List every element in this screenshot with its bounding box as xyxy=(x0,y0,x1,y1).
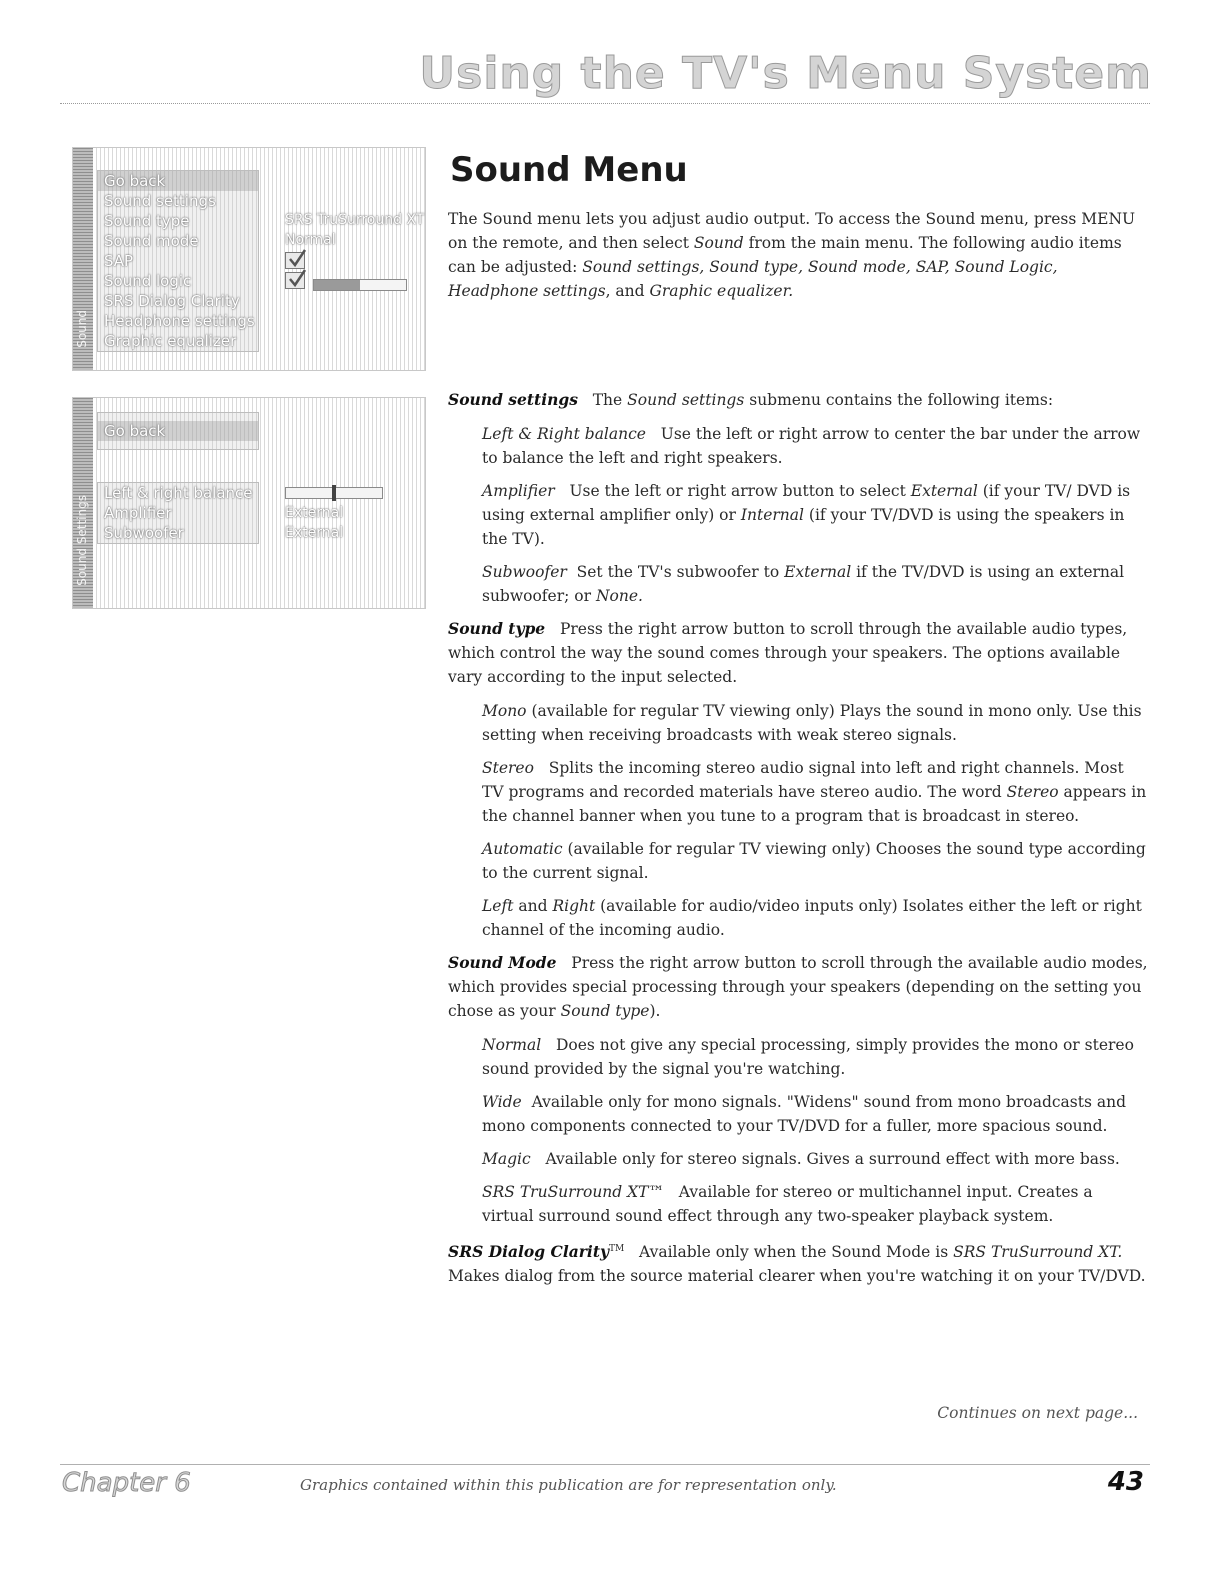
checkmark-icon xyxy=(287,268,307,288)
sound-logic-level-bar[interactable] xyxy=(313,279,407,291)
balance-slider[interactable] xyxy=(285,487,383,499)
menu-side-tab: Sound Settings xyxy=(73,398,93,608)
section-content xyxy=(448,388,1148,1298)
sound-type-paragraph: Sound type Press the right arrow button to scroll through the available audio types, which control the way the sound comes through your speakers. The options available vary according to the input selected. xyxy=(448,619,1128,686)
magic-description: Magic Available only for stereo signals. Gives a surround effect with more bass. xyxy=(482,1150,1120,1168)
sap-checkbox[interactable] xyxy=(285,250,423,270)
menu-item-amplifier[interactable]: Amplifier xyxy=(104,504,172,522)
sound-mode-heading: Sound Mode xyxy=(448,953,557,972)
subwoofer-value: External xyxy=(285,525,344,541)
footer-divider xyxy=(60,1464,1150,1465)
go-back-box xyxy=(97,412,259,450)
sound-menu-screenshot xyxy=(72,147,426,371)
sound-settings-screenshot xyxy=(72,397,426,609)
stereo-description: Stereo Splits the incoming stereo audio signal into left and right channels. Most TV programs and recorded materials have stereo audio. The word Stereo appears in the channel banner when you tune to a program that is broadcast in stereo. xyxy=(482,759,1147,825)
header-divider xyxy=(60,103,1150,104)
dialog-clarity-heading: SRS Dialog Clarity xyxy=(448,1242,609,1262)
page-number: 43 xyxy=(1107,1467,1144,1497)
amplifier-description: Amplifier Use the left or right arrow button to select External (if your TV/ DVD is using external amplifier only) or Internal (if your TV/DVD is using the speakers in the TV). xyxy=(482,482,1131,548)
chapter-label: Chapter 6 xyxy=(62,1468,191,1498)
section-title: Sound Menu xyxy=(450,150,688,190)
menu-item-graphic-equalizer[interactable]: Graphic equalizer xyxy=(104,332,237,350)
menu-item-sound-type[interactable]: Sound type xyxy=(104,212,190,230)
menu-value-list xyxy=(285,210,423,290)
menu-item-headphone-settings[interactable]: Headphone settings xyxy=(104,312,255,330)
menu-item-sound-mode[interactable]: Sound mode xyxy=(104,232,199,250)
menu-item-sound-logic[interactable]: Sound logic xyxy=(104,272,192,290)
menu-item-go-back[interactable]: Go back xyxy=(98,171,258,191)
checkmark-icon xyxy=(285,252,305,269)
balance-row xyxy=(285,483,423,503)
dialog-clarity-paragraph: SRS Dialog Clarity™ Available only when the Sound Mode is SRS TruSurround XT. Makes dialog from the source material clearer when you're watching it on your TV/DVD. xyxy=(448,1242,1146,1286)
menu-item-list xyxy=(97,170,259,352)
sound-settings-heading: Sound settings xyxy=(448,390,578,409)
sound-logic-row xyxy=(285,270,423,290)
balance-description: Left & Right balance Use the left or right arrow to center the bar under the arrow to balance the left and right speakers. xyxy=(482,425,1141,467)
srs-trusurround-description: SRS TruSurround XT™ Available for stereo or multichannel input. Creates a virtual surround sound effect through any two-speaker playback system. xyxy=(482,1183,1093,1225)
menu-item-go-back[interactable]: Go back xyxy=(98,421,258,441)
continues-note: Continues on next page... xyxy=(937,1404,1138,1422)
sound-logic-checkbox[interactable] xyxy=(285,272,305,289)
menu-item-sound-settings[interactable]: Sound settings xyxy=(104,192,216,210)
sound-logic-level-fill xyxy=(314,280,360,290)
subwoofer-description: Subwoofer Set the TV's subwoofer to External if the TV/DVD is using an external subwoofer; or None. xyxy=(482,563,1125,605)
menu-item-list xyxy=(97,482,259,544)
automatic-description: Automatic (available for regular TV viewing only) Chooses the sound type according to the current signal. xyxy=(482,840,1146,882)
menu-item-balance[interactable]: Left & right balance xyxy=(104,484,253,502)
wide-description: Wide Available only for mono signals. "Widens" sound from mono broadcasts and mono components connected to your TV/DVD for a fuller, more spacious sound. xyxy=(482,1093,1126,1135)
mono-description: Mono (available for regular TV viewing only) Plays the sound in mono only. Use this setting when receiving broadcasts with weak stereo signals. xyxy=(482,702,1142,744)
menu-item-srs-dialog-clarity[interactable]: SRS Dialog Clarity xyxy=(104,292,240,310)
sound-type-value: SRS TruSurround XT xyxy=(285,212,425,228)
menu-item-sap[interactable]: SAP xyxy=(104,252,134,270)
sound-type-heading: Sound type xyxy=(448,619,546,638)
sound-settings-paragraph: Sound settings The Sound settings submenu contains the following items: xyxy=(448,390,1054,409)
intro-paragraph: The Sound menu lets you adjust audio output. To access the Sound menu, press MENU on the remote, and then select Sound from the main menu. The following audio items can be adjusted: Sound settings, Sound type, Sound mode, SAP, Sound Logic, Headphone settings, and Graphic equalizer. xyxy=(448,210,1136,300)
footer-disclaimer: Graphics contained within this publication are for representation only. xyxy=(300,1476,837,1494)
amplifier-value: External xyxy=(285,505,344,521)
sound-mode-value: Normal xyxy=(285,232,336,248)
menu-side-tab: Sound xyxy=(73,148,93,370)
balance-slider-handle[interactable] xyxy=(332,485,336,501)
page-header-title: Using the TV's Menu System xyxy=(419,48,1152,99)
normal-description: Normal Does not give any special processing, simply provides the mono or stereo sound provided by the signal you're watching. xyxy=(482,1036,1134,1078)
menu-item-subwoofer[interactable]: Subwoofer xyxy=(104,524,184,542)
sound-mode-paragraph: Sound Mode Press the right arrow button to scroll through the available audio modes, which provides special processing through your speakers (depending on the setting you chose as your Sound type). xyxy=(448,953,1148,1020)
menu-value-list xyxy=(285,483,423,543)
left-right-description: Left and Right (available for audio/video inputs only) Isolates either the left or right channel of the incoming audio. xyxy=(482,897,1142,939)
